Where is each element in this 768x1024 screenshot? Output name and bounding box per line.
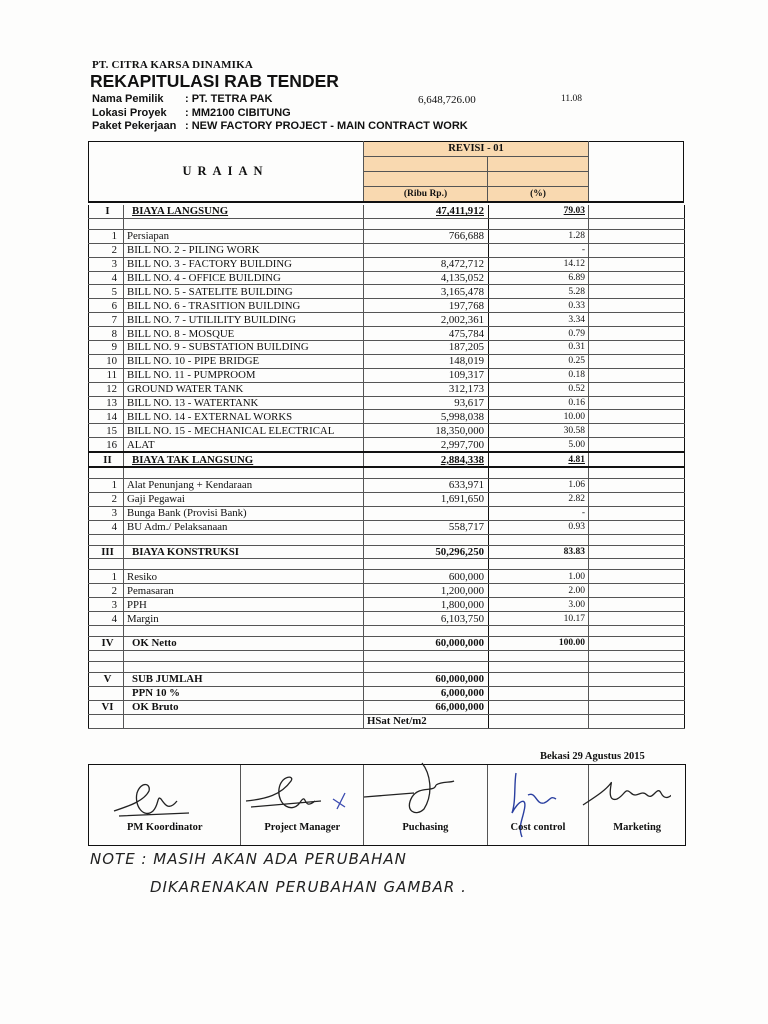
- row-description: BILL NO. 7 - UTILILITY BUILDING: [124, 313, 364, 327]
- row-percent: [489, 686, 589, 700]
- row-extra: [589, 327, 685, 341]
- row-percent: [489, 700, 589, 714]
- row-percent: [489, 467, 589, 479]
- row-extra: [589, 492, 685, 506]
- row-amount: 2,884,338: [364, 452, 489, 467]
- revision-cell: [364, 172, 588, 187]
- row-amount: 4,135,052: [364, 271, 489, 285]
- row-description: Bunga Bank (Provisi Bank): [124, 506, 364, 520]
- row-extra: [589, 243, 685, 257]
- row-amount: 1,691,650: [364, 492, 489, 506]
- row-amount: 2,997,700: [364, 438, 489, 452]
- row-extra: [589, 438, 685, 452]
- document-title: REKAPITULASI RAB TENDER: [90, 71, 339, 91]
- table-row: [89, 382, 685, 396]
- row-amount: 633,971: [364, 479, 489, 493]
- row-amount: 109,317: [364, 368, 489, 382]
- row-extra: [589, 479, 685, 493]
- row-description: Resiko: [124, 570, 364, 584]
- row-description: BIAYA TAK LANGSUNG: [124, 452, 364, 467]
- row-description: [124, 626, 364, 637]
- row-extra: [589, 520, 685, 534]
- table-spacer-row: [89, 650, 685, 661]
- row-description: PPN 10 %: [124, 686, 364, 700]
- row-amount: 6,103,750: [364, 612, 489, 626]
- table-row: [89, 570, 685, 584]
- package-label: Paket Pekerjaan: [92, 120, 177, 132]
- row-percent: 79.03: [489, 205, 589, 218]
- row-description: [124, 534, 364, 545]
- row-description: GROUND WATER TANK: [124, 382, 364, 396]
- table-row: [89, 285, 685, 299]
- row-number: 14: [89, 410, 124, 424]
- column-header-uraian: URAIAN: [88, 141, 364, 201]
- row-description: BILL NO. 6 - TRASITION BUILDING: [124, 299, 364, 313]
- row-percent: 0.16: [489, 396, 589, 410]
- header-amount: 6,648,726.00: [418, 94, 476, 106]
- row-extra: [589, 396, 685, 410]
- row-extra: [589, 257, 685, 271]
- header-divider: [88, 201, 684, 203]
- table-spacer-row: [89, 626, 685, 637]
- row-percent: 10.17: [489, 612, 589, 626]
- row-extra: [589, 700, 685, 714]
- row-percent: [489, 650, 589, 661]
- table-row: [89, 354, 685, 368]
- row-extra: [589, 584, 685, 598]
- row-extra: [589, 382, 685, 396]
- row-percent: 3.34: [489, 313, 589, 327]
- row-description: [124, 218, 364, 229]
- row-amount: [364, 243, 489, 257]
- table-row: [89, 368, 685, 382]
- table-row: [89, 410, 685, 424]
- row-percent: 0.79: [489, 327, 589, 341]
- row-amount: 187,205: [364, 341, 489, 355]
- row-description: BIAYA KONSTRUKSI: [124, 545, 364, 559]
- signature-label: Cost control: [510, 822, 566, 833]
- row-percent: 3.00: [489, 598, 589, 612]
- row-number: [89, 661, 124, 672]
- table-row: [89, 299, 685, 313]
- package-value: : NEW FACTORY PROJECT - MAIN CONTRACT WORK: [185, 120, 468, 132]
- row-percent: 1.00: [489, 570, 589, 584]
- row-description: BILL NO. 11 - PUMPROOM: [124, 368, 364, 382]
- row-extra: [589, 650, 685, 661]
- row-extra: [589, 218, 685, 229]
- row-amount: 1,800,000: [364, 598, 489, 612]
- table-section-row: [89, 637, 685, 651]
- table-spacer-row: [89, 467, 685, 479]
- row-extra: [589, 661, 685, 672]
- table-row: [89, 438, 685, 452]
- row-extra: [589, 313, 685, 327]
- row-extra: [589, 368, 685, 382]
- signature-label: Marketing: [613, 822, 662, 833]
- row-number: 3: [89, 598, 124, 612]
- row-number: 12: [89, 382, 124, 396]
- row-amount: 558,717: [364, 520, 489, 534]
- row-extra: [589, 545, 685, 559]
- row-amount: [364, 559, 489, 570]
- table-row: [89, 424, 685, 438]
- row-percent: 0.93: [489, 520, 589, 534]
- unit-percent-header: (%): [530, 189, 546, 199]
- table-spacer-row: [89, 534, 685, 545]
- row-percent: 100.00: [489, 637, 589, 651]
- row-amount: 47,411,912: [364, 205, 489, 218]
- row-percent: [489, 534, 589, 545]
- row-amount: 18,350,000: [364, 424, 489, 438]
- row-number: 2: [89, 584, 124, 598]
- row-extra: [589, 534, 685, 545]
- row-amount: 6,000,000: [364, 686, 489, 700]
- row-description: BILL NO. 14 - EXTERNAL WORKS: [124, 410, 364, 424]
- row-description: BILL NO. 9 - SUBSTATION BUILDING: [124, 341, 364, 355]
- row-number: [89, 218, 124, 229]
- table-spacer-row: [89, 218, 685, 229]
- row-number: 4: [89, 612, 124, 626]
- table-section-row: [89, 714, 685, 728]
- table-row: [89, 584, 685, 598]
- row-percent: 14.12: [489, 257, 589, 271]
- row-description: PPH: [124, 598, 364, 612]
- row-amount: [364, 650, 489, 661]
- row-description: Gaji Pegawai: [124, 492, 364, 506]
- table-section-row: [89, 686, 685, 700]
- row-extra: [589, 612, 685, 626]
- row-description: BILL NO. 3 - FACTORY BUILDING: [124, 257, 364, 271]
- unit-amount-header: (Ribu Rp.): [403, 189, 448, 199]
- row-percent: 1.28: [489, 229, 589, 243]
- row-amount: 766,688: [364, 229, 489, 243]
- row-amount: 1,200,000: [364, 584, 489, 598]
- row-extra: [589, 686, 685, 700]
- row-number: 13: [89, 396, 124, 410]
- row-number: 5: [89, 285, 124, 299]
- row-amount: 197,768: [364, 299, 489, 313]
- row-description: BIAYA LANGSUNG: [124, 205, 364, 218]
- table-row: [89, 520, 685, 534]
- row-percent: [489, 626, 589, 637]
- row-percent: 10.00: [489, 410, 589, 424]
- row-extra: [589, 626, 685, 637]
- row-number: 4: [89, 271, 124, 285]
- row-extra: [589, 672, 685, 686]
- row-amount: [364, 467, 489, 479]
- row-percent: 83.83: [489, 545, 589, 559]
- row-description: Pemasaran: [124, 584, 364, 598]
- row-extra: [589, 424, 685, 438]
- row-amount: 60,000,000: [364, 637, 489, 651]
- row-number: [89, 714, 124, 728]
- table-row: [89, 492, 685, 506]
- row-percent: 30.58: [489, 424, 589, 438]
- row-percent: 4.81: [489, 452, 589, 467]
- table-row: [89, 257, 685, 271]
- row-description: BILL NO. 4 - OFFICE BUILDING: [124, 271, 364, 285]
- row-number: 15: [89, 424, 124, 438]
- table-section-row: [89, 205, 685, 218]
- row-number: V: [89, 672, 124, 686]
- row-extra: [589, 299, 685, 313]
- row-extra: [589, 598, 685, 612]
- row-number: II: [89, 452, 124, 467]
- owner-label: Nama Pemilik: [92, 93, 164, 105]
- row-percent: [489, 559, 589, 570]
- row-number: 8: [89, 327, 124, 341]
- table-row: [89, 243, 685, 257]
- location-value: : MM2100 CIBITUNG: [185, 107, 291, 119]
- signature-label: Project Manager: [264, 822, 341, 833]
- row-number: 6: [89, 299, 124, 313]
- header-ratio: 11.08: [561, 94, 583, 104]
- row-description: BILL NO. 15 - MECHANICAL ELECTRICAL: [124, 424, 364, 438]
- row-number: 9: [89, 341, 124, 355]
- row-extra: [589, 229, 685, 243]
- row-extra: [589, 559, 685, 570]
- handwritten-signature-icon: [364, 753, 487, 823]
- row-number: 1: [89, 229, 124, 243]
- row-amount: HSat Net/m2: [364, 714, 489, 728]
- row-number: [89, 559, 124, 570]
- row-amount: 3,165,478: [364, 285, 489, 299]
- row-number: [89, 534, 124, 545]
- row-amount: [364, 626, 489, 637]
- row-percent: 0.33: [489, 299, 589, 313]
- row-percent: 0.18: [489, 368, 589, 382]
- signature-cell-project-manager: [241, 765, 364, 845]
- rab-table: [88, 205, 685, 729]
- row-percent: 6.89: [489, 271, 589, 285]
- row-description: [124, 714, 364, 728]
- table-row: [89, 598, 685, 612]
- row-amount: 5,998,038: [364, 410, 489, 424]
- row-extra: [589, 452, 685, 467]
- row-description: BILL NO. 2 - PILING WORK: [124, 243, 364, 257]
- table-row: [89, 612, 685, 626]
- row-amount: 93,617: [364, 396, 489, 410]
- signature-label: Puchasing: [402, 822, 449, 833]
- row-description: BILL NO. 10 - PIPE BRIDGE: [124, 354, 364, 368]
- row-extra: [589, 341, 685, 355]
- handwritten-signature-icon: [488, 765, 589, 865]
- table-row: [89, 341, 685, 355]
- row-description: OK Bruto: [124, 700, 364, 714]
- row-number: [89, 626, 124, 637]
- row-description: Alat Penunjang + Kendaraan: [124, 479, 364, 493]
- row-amount: [364, 534, 489, 545]
- signature-cell-marketing: [589, 765, 685, 845]
- row-extra: [589, 714, 685, 728]
- row-percent: 0.52: [489, 382, 589, 396]
- row-amount: [364, 506, 489, 520]
- row-number: 2: [89, 492, 124, 506]
- row-amount: 312,173: [364, 382, 489, 396]
- signature-label: PM Koordinator: [126, 822, 203, 833]
- row-number: 1: [89, 570, 124, 584]
- row-amount: [364, 218, 489, 229]
- revision-header: REVISI - 01: [364, 142, 588, 157]
- row-description: Margin: [124, 612, 364, 626]
- row-amount: 475,784: [364, 327, 489, 341]
- row-extra: [589, 354, 685, 368]
- row-description: OK Netto: [124, 637, 364, 651]
- table-spacer-row: [89, 559, 685, 570]
- table-section-row: [89, 672, 685, 686]
- revision-cell: [364, 157, 588, 172]
- row-number: I: [89, 205, 124, 218]
- column-divider: [588, 141, 589, 201]
- row-description: [124, 661, 364, 672]
- row-number: IV: [89, 637, 124, 651]
- signature-cell-cost-control: [488, 765, 590, 845]
- row-number: 3: [89, 506, 124, 520]
- row-description: [124, 559, 364, 570]
- row-description: Persiapan: [124, 229, 364, 243]
- row-extra: [589, 285, 685, 299]
- row-description: BILL NO. 13 - WATERTANK: [124, 396, 364, 410]
- row-amount: 66,000,000: [364, 700, 489, 714]
- row-extra: [589, 570, 685, 584]
- table-row: [89, 229, 685, 243]
- table-row: [89, 506, 685, 520]
- row-description: BILL NO. 5 - SATELITE BUILDING: [124, 285, 364, 299]
- signature-block: [88, 764, 686, 846]
- date-location: Bekasi 29 Agustus 2015: [540, 751, 645, 762]
- row-percent: 0.25: [489, 354, 589, 368]
- row-number: 4: [89, 520, 124, 534]
- table-row: [89, 313, 685, 327]
- row-amount: 148,019: [364, 354, 489, 368]
- row-amount: 8,472,712: [364, 257, 489, 271]
- row-percent: 1.06: [489, 479, 589, 493]
- row-description: BILL NO. 8 - MOSQUE: [124, 327, 364, 341]
- row-number: [89, 650, 124, 661]
- row-number: [89, 686, 124, 700]
- table-section-row: [89, 700, 685, 714]
- row-number: III: [89, 545, 124, 559]
- row-percent: -: [489, 506, 589, 520]
- row-description: [124, 467, 364, 479]
- row-percent: 0.31: [489, 341, 589, 355]
- table-row: [89, 396, 685, 410]
- signature-cell-puchasing: [364, 765, 488, 845]
- table-spacer-row: [89, 661, 685, 672]
- row-number: 3: [89, 257, 124, 271]
- row-amount: 60,000,000: [364, 672, 489, 686]
- signature-cell-pm-koordinator: [89, 765, 241, 845]
- row-percent: -: [489, 243, 589, 257]
- row-description: BU Adm./ Pelaksanaan: [124, 520, 364, 534]
- row-amount: 50,296,250: [364, 545, 489, 559]
- table-section-row: [89, 545, 685, 559]
- row-amount: 2,002,361: [364, 313, 489, 327]
- row-amount: 600,000: [364, 570, 489, 584]
- row-extra: [589, 506, 685, 520]
- row-number: [89, 467, 124, 479]
- row-description: SUB JUMLAH: [124, 672, 364, 686]
- table-row: [89, 327, 685, 341]
- row-number: 11: [89, 368, 124, 382]
- row-number: 7: [89, 313, 124, 327]
- row-percent: 5.28: [489, 285, 589, 299]
- table-section-row: [89, 452, 685, 467]
- row-percent: [489, 672, 589, 686]
- handwritten-note: NOTE : MASIH AKAN ADA PERUBAHAN: [90, 850, 407, 868]
- row-description: [124, 650, 364, 661]
- row-number: VI: [89, 700, 124, 714]
- handwritten-note: DIKARENAKAN PERUBAHAN GAMBAR .: [150, 878, 467, 896]
- row-percent: [489, 661, 589, 672]
- company-name: PT. CITRA KARSA DINAMIKA: [92, 59, 254, 71]
- row-description: ALAT: [124, 438, 364, 452]
- row-number: 10: [89, 354, 124, 368]
- row-percent: [489, 714, 589, 728]
- row-extra: [589, 410, 685, 424]
- row-percent: [489, 218, 589, 229]
- row-number: 2: [89, 243, 124, 257]
- row-amount: [364, 661, 489, 672]
- owner-value: : PT. TETRA PAK: [185, 93, 273, 105]
- row-percent: 2.82: [489, 492, 589, 506]
- row-percent: 5.00: [489, 438, 589, 452]
- location-label: Lokasi Proyek: [92, 107, 167, 119]
- table-row: [89, 271, 685, 285]
- row-extra: [589, 271, 685, 285]
- row-percent: 2.00: [489, 584, 589, 598]
- row-extra: [589, 637, 685, 651]
- row-number: 1: [89, 479, 124, 493]
- row-extra: [589, 205, 685, 218]
- table-row: [89, 479, 685, 493]
- row-number: 16: [89, 438, 124, 452]
- row-extra: [589, 467, 685, 479]
